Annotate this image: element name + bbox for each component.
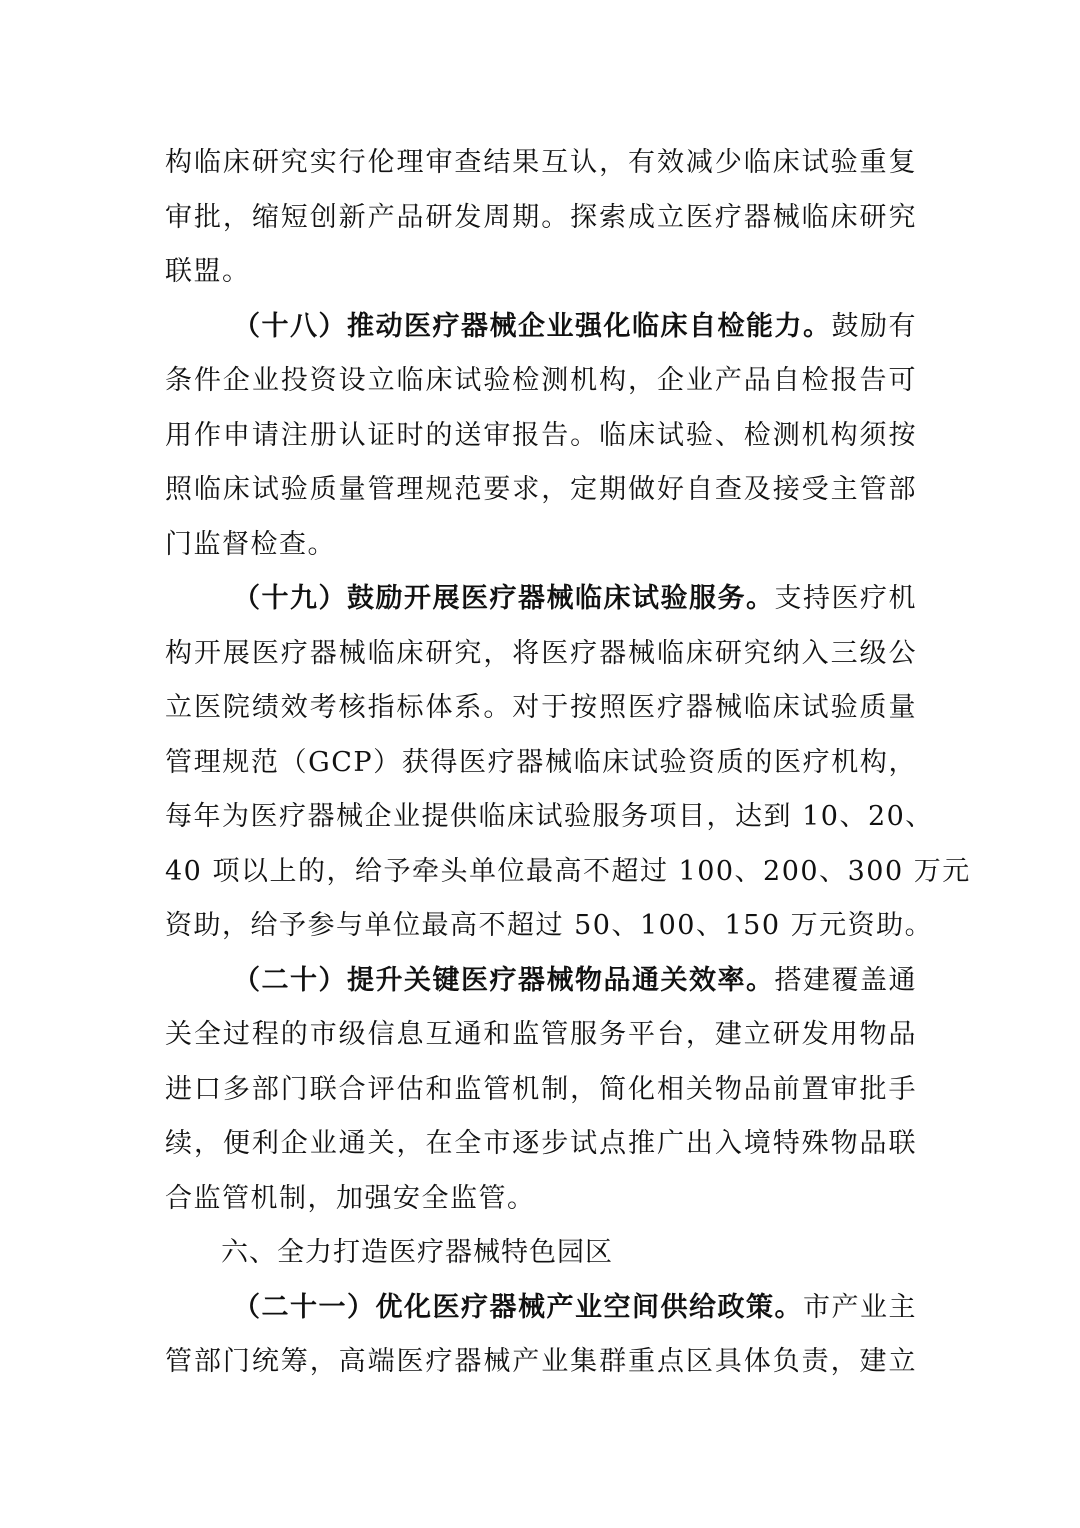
paragraph-21-line: 管部门统筹，高端医疗器械产业集群重点区具体负责，建立 (165, 1346, 917, 1377)
paragraph-20-text: 搭建覆盖通 (774, 964, 917, 996)
paragraph-18-title: （十八）推动医疗器械企业强化临床自检能力。 (233, 310, 832, 342)
paragraph-19-first-line (165, 572, 917, 627)
document-page (165, 136, 971, 1390)
paragraph-18-first-line (165, 300, 917, 355)
paragraph-17-line: 审批，缩短创新产品研发周期。探索成立医疗器械临床研究 (165, 201, 917, 233)
paragraph-20-title: （二十）提升关键医疗器械物品通关效率。 (233, 964, 775, 996)
paragraph-19-line: 构开展医疗器械临床研究，将医疗器械临床研究纳入三级公 (165, 637, 917, 669)
paragraph-19-line: 每年为医疗器械企业提供临床试验服务项目，达到 10、20、 (165, 801, 934, 832)
paragraph-20-first-line (165, 954, 917, 1009)
paragraph-19-title: （十九）鼓励开展医疗器械临床试验服务。 (233, 583, 775, 614)
paragraph-20-line: 合监管机制，加强安全监管。 (165, 1182, 536, 1214)
paragraph-19-line: 资助，给予参与单位最高不超过 50、100、150 万元资助。 (165, 910, 934, 941)
paragraph-18-line: 照临床试验质量管理规范要求，定期做好自查及接受主管部 (165, 474, 917, 505)
paragraph-19-text: 支持医疗机 (774, 583, 917, 614)
paragraph-21-first-line (165, 1281, 917, 1336)
paragraph-18-text: 鼓励有 (831, 310, 917, 342)
paragraph-19-line: 40 项以上的，给予牵头单位最高不超过 100、200、300 万元 (165, 855, 971, 887)
paragraph-18-line: 条件企业投资设立临床试验检测机构，企业产品自检报告可 (165, 365, 917, 396)
paragraph-17-line: 构临床研究实行伦理审查结果互认，有效减少临床试验重复 (165, 147, 917, 178)
paragraph-19-line: 管理规范（GCP）获得医疗器械临床试验资质的医疗机构， (165, 746, 917, 778)
paragraph-18-line: 用作申请注册认证时的送审报告。临床试验、检测机构须按 (165, 419, 917, 451)
paragraph-18-line: 门监督检查。 (165, 528, 336, 560)
paragraph-20-line: 关全过程的市级信息互通和监管服务平台，建立研发用物品 (165, 1019, 917, 1050)
paragraph-19-line: 立医院绩效考核指标体系。对于按照医疗器械临床试验质量 (165, 692, 917, 723)
paragraph-21-title: （二十一）优化医疗器械产业空间供给政策。 (233, 1291, 803, 1323)
paragraph-20-line: 续，便利企业通关，在全市逐步试点推广出入境特殊物品联 (165, 1128, 917, 1159)
paragraph-17-line: 联盟。 (165, 256, 251, 287)
section-heading: 六、全力打造医疗器械特色园区 (221, 1237, 613, 1268)
paragraph-21-text: 市产业主 (803, 1291, 917, 1323)
paragraph-20-line: 进口多部门联合评估和监管机制，简化相关物品前置审批手 (165, 1073, 917, 1105)
